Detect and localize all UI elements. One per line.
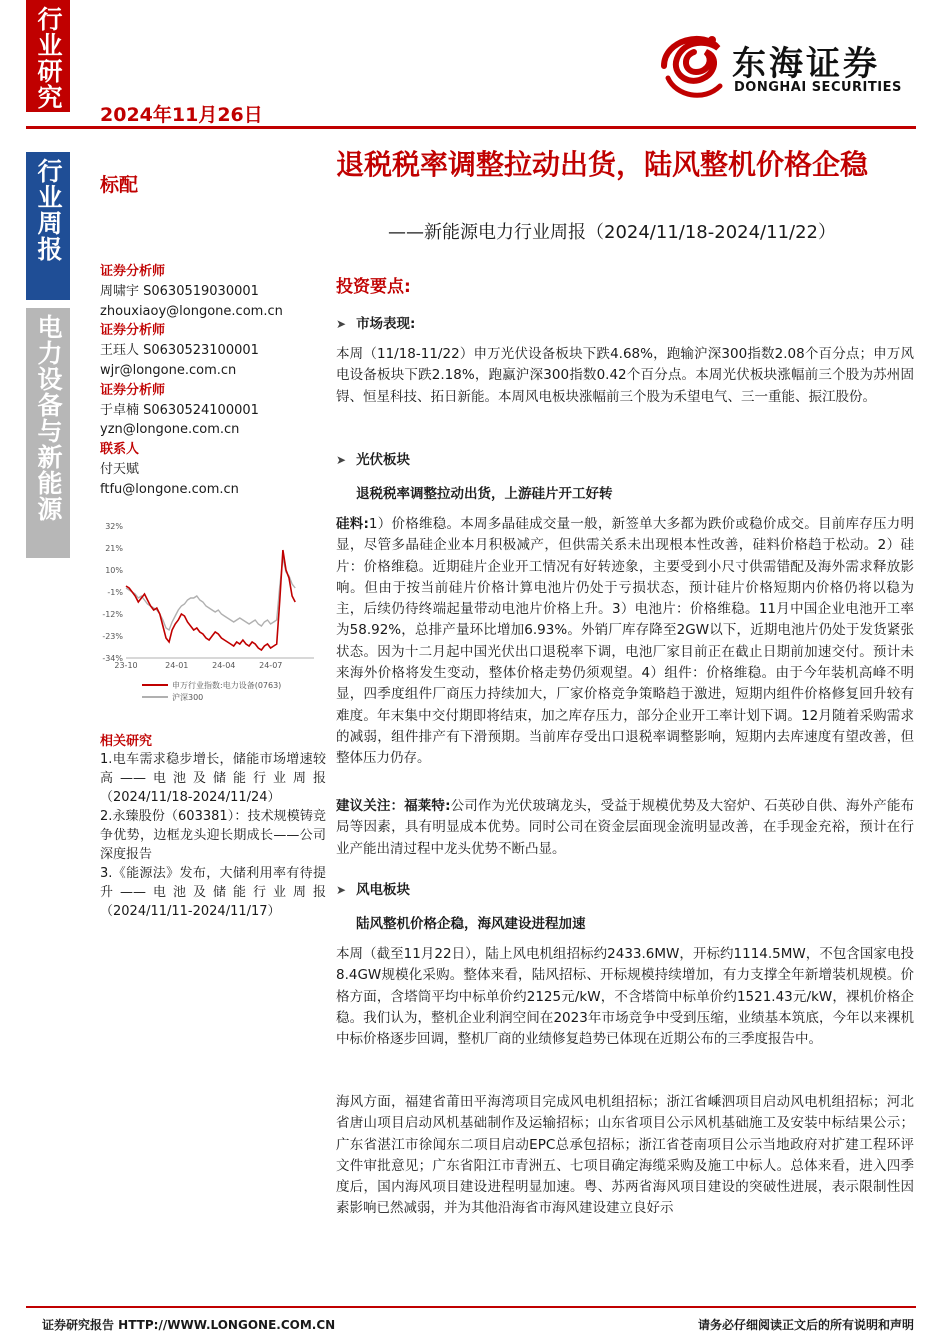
arrow-icon: ➤ <box>336 317 347 331</box>
y-tick-label: -34% <box>102 654 123 663</box>
contact-name: 付天赋 <box>100 461 140 477</box>
y-tick-label: -12% <box>102 610 123 619</box>
pv-p1-lead: 硅料: <box>336 516 369 532</box>
analyst-list <box>100 262 322 500</box>
pv-paragraph-1 <box>336 514 914 770</box>
section-pv: ➤ 光伏板块 <box>336 452 411 468</box>
analyst-label: 证券分析师 <box>100 264 166 279</box>
analyst-label: 证券分析师 <box>100 382 166 398</box>
y-tick-label: -1% <box>107 588 123 597</box>
header-divider <box>26 126 916 129</box>
analyst-email: yzn@longone.com.cn <box>100 422 240 438</box>
y-tick-label: 10% <box>105 566 123 575</box>
footer-divider <box>26 1306 916 1308</box>
x-tick-label: 24-07 <box>259 661 283 670</box>
x-tick-label: 24-04 <box>212 661 236 670</box>
investment-highlights-heading: 投资要点: <box>336 277 411 297</box>
report-subtitle: ——新能源电力行业周报（2024/11/18-2024/11/22） <box>388 222 836 243</box>
section-market: ➤ 市场表现: <box>336 316 416 332</box>
analyst-name: 王珏人 S0630523100001 <box>100 343 259 359</box>
contact-email: ftfu@longone.com.cn <box>100 481 239 497</box>
pv-p1-body: 1）价格维稳。本周多晶硅成交量一般，新签单大多都为跌价或稳价成交。目前库存压力明显，尽管多晶硅企业本月积极减产，但供需关系未出现根本性改善，硅料价格趋于松动。2）硅片：价格维稳。近期硅片企业开工情况有好转迹象，主要受到小尺寸供需错配及海外需求释放影响。但由于按当前硅片价格计算电池片仍处于亏损状态，预计硅片价格短期内价格仍将以稳为主，后续仍待终端起量带动电池片价格上升。3）电池片：价格维稳。11月中国企业电池开工率为58.92%，总排产量环比增加6.93%。外销厂库存降至2GW以下，近期电池片仍处于发货紧张状态。因为十二月起中国光伏出口退税率下调，电池厂家目前正在截止日期前加速交付。预计未来海外价格将发生变动，整体价格走势仍须观望。4）组件：价格维稳。由于今年装机高峰不明显，四季度组件厂商压力持续加大，厂家价格竞争策略趋于激进，短期内组件价格修复回升较有难度。年末集中交付期即将结束，加之库存压力，部分企业开工率计划下调。12月随着采购需求的减弱，组件排产有下滑预期。当前库存受出口退税率调整影响，短期内去库速度有望改善，但整体压力仍存。 <box>336 516 914 767</box>
related-research-heading: 相关研究 <box>100 734 153 749</box>
sidebar-tab-weekly: 行业周报 <box>26 152 70 300</box>
y-tick-label: 21% <box>105 544 123 553</box>
analyst-email: wjr@longone.com.cn <box>100 362 237 378</box>
y-tick-label: -23% <box>102 632 123 641</box>
legend-label: 沪深300 <box>172 693 204 702</box>
related-research-list <box>100 750 326 921</box>
wind-subtitle: 陆风整机价格企稳，海风建设进程加速 <box>356 916 586 932</box>
section-wind: ➤ 风电板块 <box>336 882 411 898</box>
analyst-email: zhouxiaoy@longone.com.cn <box>100 303 283 319</box>
analyst-name: 周啸宇 S0630519030001 <box>100 283 259 299</box>
contact-label: 联系人 <box>100 442 140 458</box>
related-item[interactable]: 1.电车需求稳步增长，储能市场增速较高——电池及储能行业周报（2024/11/18-2024/11/24） <box>100 752 326 805</box>
sidebar-tab-sector: 电力设备与新能源 <box>26 308 70 558</box>
footer-left: 证券研究报告 HTTP://WWW.LONGONE.COM.CN <box>42 1318 336 1332</box>
arrow-icon: ➤ <box>336 883 347 897</box>
x-tick-label: 23-10 <box>114 661 138 670</box>
analyst-name: 于卓楠 S0630524100001 <box>100 402 259 418</box>
wind-paragraph-2: 海风方面，福建省莆田平海湾项目完成风电机组招标；浙江省嵊泗项目启动风电机组招标；河北省唐山项目启动风机基础制作及运输招标；山东省项目公示风机基础施工及安装中标结果公示；广东省湛江市徐闻东二项目启动EPC总承包招标；浙江省苍南项目公示当地政府对扩建工程环评文件审批意见；广东省阳江市青洲五、七项目确定海缆采购及施工中标人。总体来看，进入四季度后，国内海风项目建设进程明显加速。粤、苏两省海风项目建设的突破性进展，表示限制性因素影响已然减弱，并为其他沿海省市海风建设建立良好示 <box>336 1094 914 1217</box>
footer-disclaimer: 请务必仔细阅读正文后的所有说明和声明 <box>697 1318 914 1332</box>
company-logo <box>654 26 914 106</box>
report-date: 2024年11月26日 <box>100 104 263 126</box>
logo-name-en: DONGHAI SECURITIES <box>734 80 902 95</box>
pv-p2-lead: 建议关注：福莱特: <box>336 798 451 814</box>
industry-rating: 标配 <box>100 174 139 196</box>
y-tick-label: 32% <box>105 522 123 531</box>
pv-subtitle: 退税税率调整拉动出货，上游硅片开工好转 <box>356 486 613 502</box>
report-title: 退税税率调整拉动出货，陆风整机价格企稳 <box>336 148 869 181</box>
series-line-sector <box>126 550 295 650</box>
pv-p2-body: 公司作为光伏玻璃龙头，受益于规模优势及大窑炉、石英砂自供、海外产能布局等因素，具有明显成本优势。同时公司在资金层面现金流明显改善，在手现金充裕，预计在行业产能出清过程中龙头优势不断凸显。 <box>336 798 914 857</box>
dragon-logo-icon <box>654 26 728 106</box>
x-tick-label: 24-01 <box>165 661 189 670</box>
logo-name-cn: 东海证券 <box>732 44 880 84</box>
wind-paragraph-1: 本周（截至11月22日），陆上风电机组招标约2433.6MW，开标约1114.5MW，不包含国家电投8.4GW规模化采购。整体来看，陆风招标、开标规模持续增加，有力支撑全年新增装机规模。价格方面，含塔筒平均中标单价约2125元/kW，不含塔筒中标单价约1521.43元/kW，裸机价格企稳。我们认为，整机企业利润空间在2023年市场竞争中受到压缩，业绩基本筑底，今年以来裸机中标价格逐步回调，整机厂商的业绩修复趋势已体现在近期公布的三季度报告中。 <box>336 946 914 1048</box>
market-performance-text: 本周（11/18-11/22）申万光伏设备板块下跌4.68%，跑输沪深300指数2.08个百分点；申万风电设备板块下跌2.18%，跑赢沪深300指数0.42个百分点。本周光伏板块涨幅前三个股为苏州固锝、恒星科技、拓日新能。本周风电板块涨幅前三个股为禾望电气、三一重能、振江股份。 <box>336 346 914 405</box>
performance-chart-svg <box>98 518 324 714</box>
sidebar-tab-industry-research: 行业研究 <box>26 0 70 112</box>
arrow-icon: ➤ <box>336 453 347 467</box>
performance-chart <box>98 518 324 714</box>
related-item[interactable]: 2.永臻股份（603381）：技术规模铸竞争优势，边框龙头迎长期成长——公司深度报告 <box>100 809 326 862</box>
pv-paragraph-2 <box>336 796 914 860</box>
analyst-label: 证券分析师 <box>100 323 166 339</box>
series-line-index <box>126 558 295 630</box>
related-item[interactable]: 3.《能源法》发布，大储利用率有待提升——电池及储能行业周报（2024/11/11-2024/11/17） <box>100 866 326 919</box>
legend-label: 申万行业指数:电力设备(0763) <box>172 681 282 690</box>
